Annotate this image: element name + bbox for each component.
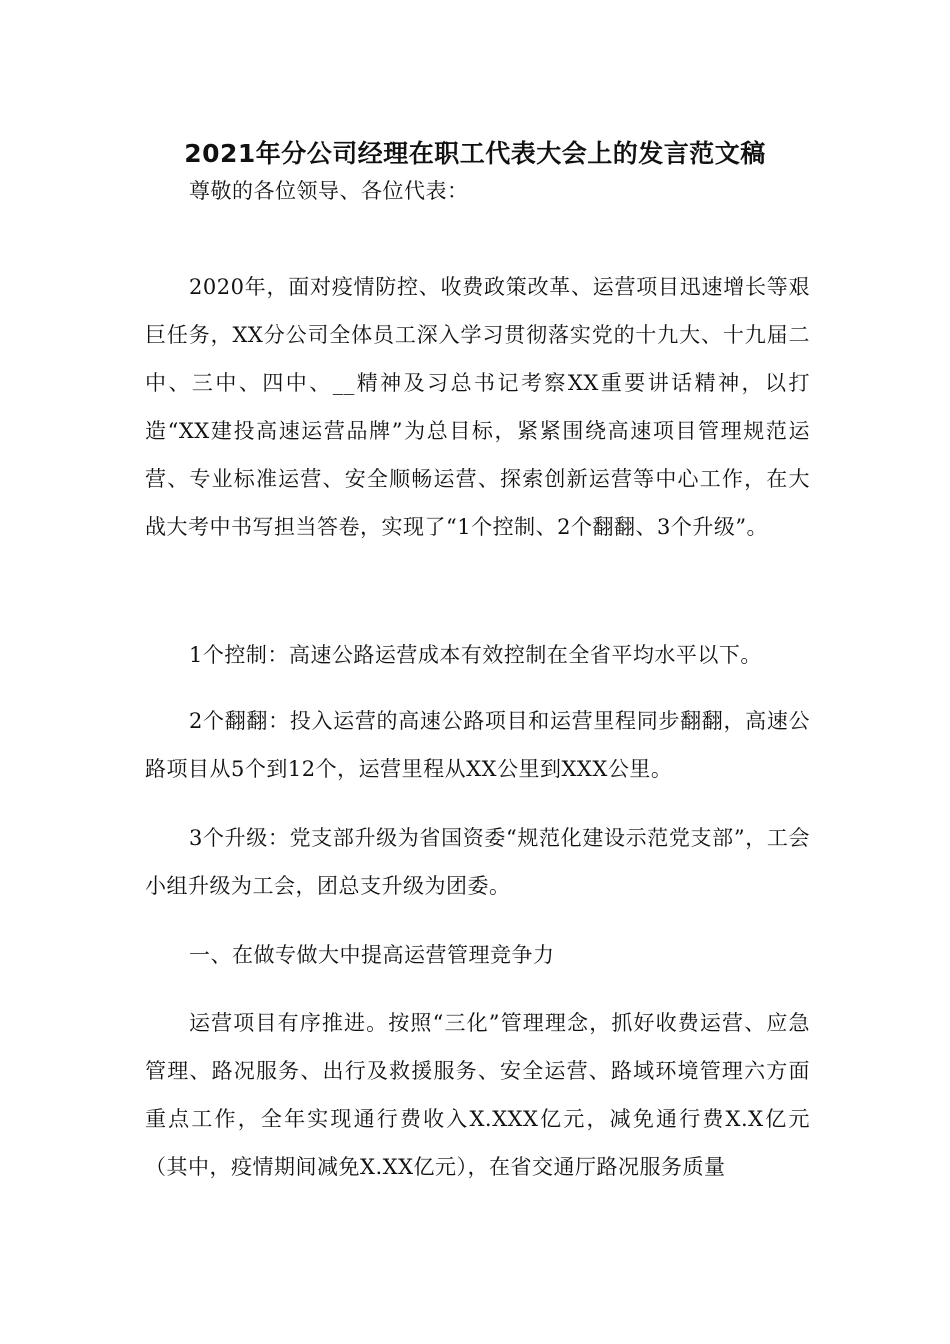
document-title: 2021年分公司经理在职工代表大会上的发言范文稿 [184,139,766,168]
section-1-heading: 一、在做专做大中提高运营管理竞争力 [189,943,555,967]
point-3-paragraph: 3个升级：党支部升级为省国资委“规范化建设示范党支部”，工会小组升级为工会，团总支升级为团委。 [145,826,810,898]
point-1-paragraph: 1个控制：高速公路运营成本有效控制在全省平均水平以下。 [189,643,762,667]
salutation-paragraph: 尊敬的各位领导、各位代表： [189,179,469,203]
point-2-paragraph: 2个翻翻：投入运营的高速公路项目和运营里程同步翻翻，高速公路项目从5个到12个，运营里程从XX公里到XXX公里。 [145,709,810,781]
intro-paragraph: 2020年，面对疫情防控、收费政策改革、运营项目迅速增长等艰巨任务，XX分公司全体员工深入学习贯彻落实党的十九大、十九届二中、三中、四中、__精神及习总书记考察XX重要讲话精神，以打造“XX建投高速运营品牌”为总目标，紧紧围绕高速项目管理规范运营、专业标准运营、安全顺畅运营、探索创新运营等中心工作，在大战大考中书写担当答卷，实现了“1个控制、2个翻翻、3个升级”。 [145,275,810,539]
section-1-paragraph: 运营项目有序推进。按照“三化”管理理念，抓好收费运营、应急管理、路况服务、出行及救援服务、安全运营、路域环境管理六方面重点工作，全年实现通行费收入X.XXX亿元，减免通行费X.X亿元（其中，疫情期间减免X.XX亿元），在省交通厅路况服务质量 [145,1011,810,1179]
